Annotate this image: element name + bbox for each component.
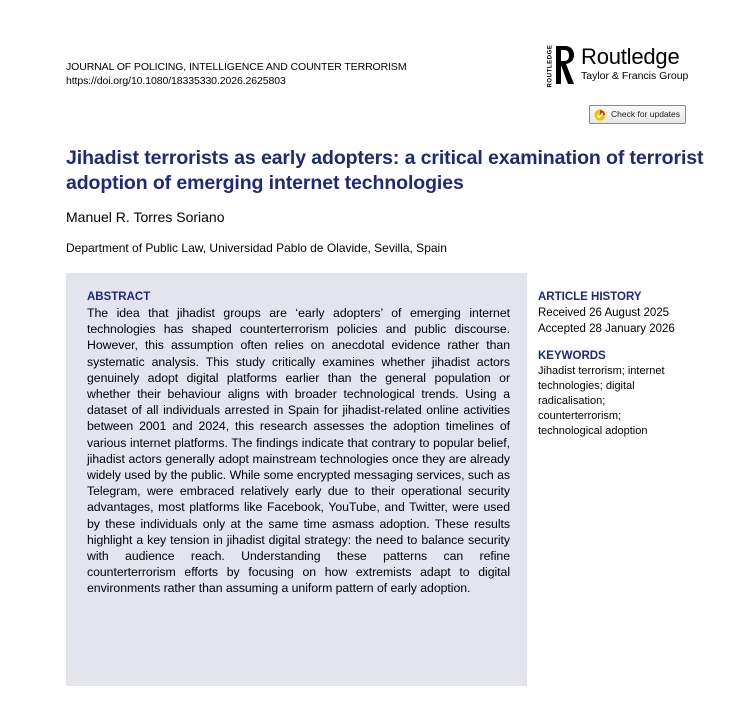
check-for-updates-button[interactable] — [589, 105, 686, 124]
received-date: Received 26 August 2025 — [538, 307, 670, 319]
abstract-text: The idea that jihadist groups are ‘early adopters’ of emerging internet technologies has shaped counterterrorism policies and public discourse. However, this assumption often relies on anecdotal evidence rather than systematic analysis. This study critically examines whether jihadist actors genuinely adopt digital platforms earlier than the general population or whether their behaviour aligns with broader technological trends. Using a dataset of all individuals arrested in Spain for jihadist-related online activities between 2001 and 2024, this research assesses the adoption timelines of various internet platforms. The findings indicate that contrary to popular belief, jihadist actors generally adopt mainstream technologies once they are already widely used by the public. While some encrypted messaging services, such as Telegram, were embraced relatively early due to their operational security advantages, most platforms like Facebook, YouTube, and Twitter, were used by these individuals only at the same time asmass adoption. These results highlight a key tension in jihadist digital strategy: the need to balance security with audience reach. Understanding these patterns can refine counterterrorism efforts by focusing on how extremists adapt to digital environments rather than assuming a uniform pattern of early adoption. — [87, 306, 510, 596]
accepted-date: Accepted 28 January 2026 — [538, 323, 675, 335]
journal-name: JOURNAL OF POLICING, INTELLIGENCE AND COUNTER TERRORISM — [66, 61, 407, 73]
check-for-updates-label: Check for updates — [611, 109, 680, 119]
doi-link[interactable]: https://doi.org/10.1080/18335330.2026.2625803 — [66, 75, 286, 87]
check-for-updates-icon — [594, 109, 606, 121]
article-history — [538, 290, 698, 337]
abstract-heading: ABSTRACT — [87, 291, 151, 303]
abstract-box — [66, 273, 527, 686]
publisher-name: Routledge — [581, 44, 680, 69]
journal-header — [66, 60, 406, 88]
keywords-list: Jihadist terrorism; internet technologies; digital radicalisation; counterterrorism; technological adoption — [538, 365, 665, 437]
author-name: Manuel R. Torres Soriano — [66, 209, 225, 225]
routledge-r-logo-icon — [554, 44, 576, 86]
vertical-wordmark-text: ROUTLEDGE — [547, 44, 554, 88]
publisher-group: Taylor & Francis Group — [581, 70, 689, 82]
author-affiliation: Department of Public Law, Universidad Pablo de Olavide, Sevilla, Spain — [66, 241, 447, 255]
article-history-heading: ARTICLE HISTORY — [538, 291, 642, 303]
routledge-vertical-wordmark — [543, 44, 554, 88]
publisher-logo — [543, 42, 693, 92]
keywords-heading: KEYWORDS — [538, 350, 606, 362]
article-title: Jihadist terrorists as early adopters: a critical examination of terrorist adoption of emerging internet technologies — [66, 147, 704, 194]
keywords-section — [538, 349, 698, 439]
